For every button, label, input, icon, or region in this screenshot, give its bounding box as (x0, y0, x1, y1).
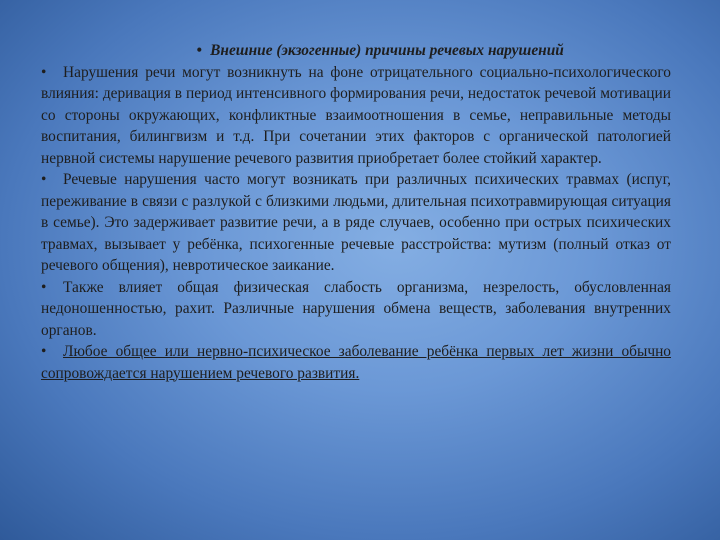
bullet-icon: • (41, 278, 47, 296)
bullet-icon: • (41, 63, 47, 81)
slide-title (41, 40, 671, 62)
bullet-icon: • (196, 42, 202, 59)
title-text: Внешние (экзогенные) причины речевых нарушений (210, 42, 564, 59)
slide-content (41, 40, 671, 384)
paragraph-text: Также влияет общая физическая слабость организма, незрелость, обусловленная недоношенностью, рахит. Различные нарушения обмена веществ, заболевания внутренних органов. (41, 278, 671, 339)
paragraph-3 (41, 277, 671, 342)
bullet-icon: • (41, 343, 47, 360)
paragraph-text: Речевые нарушения часто могут возникать при различных психических травмах (испуг, переживание в связи с разлукой с близкими людьми, длительная психотравмирующая ситуация в семье). Это задерживает развитие речи, а в ряде случаев, особенно при острых психических травмах, вызывает у ребёнка, психогенные речевые расстройства: мутизм (полный отказ от речевого общения), невротическое заикание. (41, 171, 671, 274)
paragraph-1 (41, 62, 671, 170)
paragraph-2 (41, 169, 671, 277)
paragraph-text-underlined: Любое общее или нервно-психическое заболевание ребёнка первых лет жизни обычно сопровождается нарушением речевого развития. (41, 343, 671, 382)
bullet-icon: • (41, 171, 47, 188)
paragraph-text: Нарушения речи могут возникнуть на фоне отрицательного социально-психологического влияния: деривация в период интенсивного формирования речи, недостаток речевой мотивации со стороны окружающих, конфликтные взаимоотношения в семье, неправильные методы воспитания, билингвизм и т.д. При сочетании этих факторов с органической патологией нервной системы нарушение речевого развития приобретает более стойкий характер. (41, 63, 671, 167)
paragraph-4 (41, 341, 671, 384)
